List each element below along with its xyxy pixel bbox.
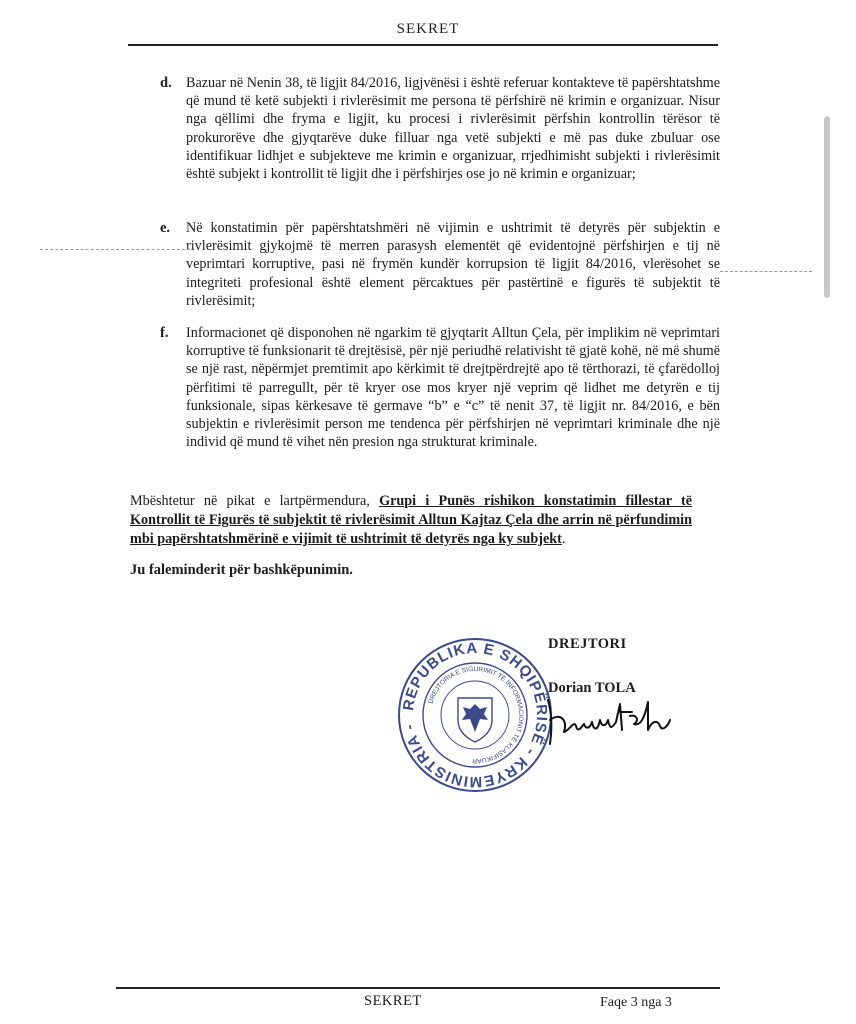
signature-block <box>548 636 636 696</box>
header-divider <box>128 44 718 46</box>
seal-inner-text: DREJTORIA E SIGURIMIT TË INFORMACIONIT TË KLASIFIKUAR <box>427 665 525 765</box>
scrollbar-thumb[interactable] <box>824 116 830 298</box>
official-seal-stamp <box>396 636 554 794</box>
signatory-title: DREJTORI <box>548 636 627 652</box>
seal-outer-text: REPUBLIKA E SHQIPËRISË - KRYEMINISTRIA - <box>400 639 551 791</box>
conclusion-end: . <box>561 531 566 547</box>
item-marker: f. <box>160 325 169 341</box>
item-marker: d. <box>160 75 172 91</box>
page-number: Faqe 3 nga 3 <box>600 995 672 1010</box>
list-item-d <box>160 74 720 183</box>
footer-classification: SEKRET <box>364 993 422 1009</box>
signatory-name: Dorian TOLA <box>548 680 636 696</box>
scan-artifact-line <box>720 271 812 272</box>
item-text: Bazuar në Nenin 38, të ligjit 84/2016, ligjvënësi i është referuar kontakteve të papërshtatshme që mund të ketë subjekti i rivlerësimit me persona të përfshirë në krimin e organizuar. Nisur nga qëllimi dhe fryma e ligjit, ku procesi i rivlerësimit përfshin kontrollin tërësor të prokurorëve dhe gjyqtarëve duke filluar nga vetë subjekti e më pas duke zbuluar ose identifikuar lidhjet e subjekteve me krimin e organizuar, rrjedhimisht subjekti i rivlerësimit është subjekt i kontrollit të ligjit dhe i përfshirjes ose jo në krimin e organizuar; <box>186 75 720 183</box>
conclusion-emphasis: Grupi i Punës rishikon konstatimin fillestar të Kontrollit të Figurës të subjektit të rivlerësimit Alltun Kajtaz Çela dhe arrin në përfundimin mbi papërshtatshmërinë e vijimit të ushtrimit të detyrës nga ky subjekt <box>130 493 692 547</box>
header-classification: SEKRET <box>396 21 460 37</box>
footer-divider <box>116 987 720 989</box>
list-item-f <box>160 324 720 451</box>
list-item-e <box>160 219 720 310</box>
item-text: Informacionet që disponohen në ngarkim të gjyqtarit Alltun Çela, për implikim në veprimtari korruptive të funksionarit të drejtësisë, për një periudhë relativisht të gjatë kohë, në më shumë se një rast, nëpërmjet premtimit apo kërkimit të drejtpërdrejtë apo të tërthorazi, të çfarëdolloj përfitimi të parregullt, për të kryer ose mos kryer një veprim që lidhet me detyrën e tij funksionale, sipas kërkesave të germave “b” e “c” të nenit 37, të ligjit nr. 84/2016, e bën subjektin e rivlerësimit person me tendenca për përfshirjen në veprimtari kriminale dhe një individ që mund të vihet nën presion nga strukturat kriminale. <box>186 325 720 451</box>
conclusion-paragraph <box>130 492 692 549</box>
closing-thanks: Ju faleminderit për bashkëpunimin. <box>130 562 353 578</box>
scan-artifact-line <box>40 249 190 250</box>
handwritten-signature <box>540 690 690 750</box>
eagle-emblem-icon <box>458 698 492 742</box>
conclusion-intro: Mbështetur në pikat e lartpërmendura, <box>130 493 380 509</box>
item-marker: e. <box>160 220 171 236</box>
item-text: Në konstatimin për papërshtatshmëri në vijimin e ushtrimit të detyrës për subjektin e rivlerësimit gjykojmë të merren parasysh elementët që evidentojnë përfshirjen e tij në veprimtari korruptive, pasi në frymën kundër korrupsion të ligjit 84/2016, vlerësohet se integriteti profesional është element përcaktues për pastërtinë e figurës të subjektit të rivlerësimit; <box>186 220 720 309</box>
